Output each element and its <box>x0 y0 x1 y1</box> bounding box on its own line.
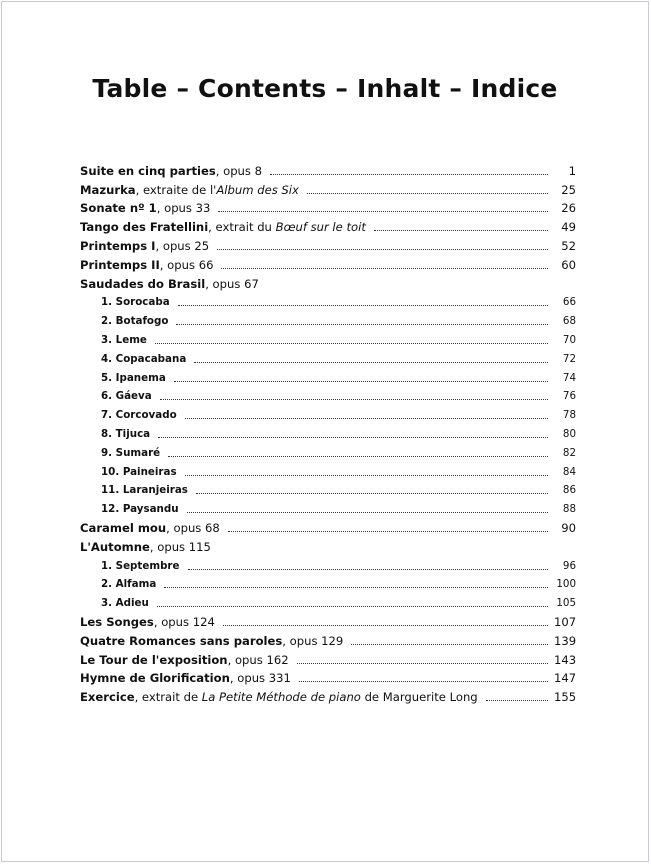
page-number: 100 <box>556 578 576 591</box>
title-segment: , opus 115 <box>149 539 211 554</box>
title-segment: 11. Laranjeiras <box>101 484 188 497</box>
title-segment: La Petite Méthode de piano <box>201 690 361 705</box>
toc-entry <box>80 648 576 667</box>
title-segment: 7. Corcovado <box>101 409 177 422</box>
page-number: 60 <box>561 257 576 272</box>
toc-entry-title <box>80 164 262 178</box>
page-number: 70 <box>562 333 576 346</box>
toc-entry <box>80 629 576 648</box>
page-number: 147 <box>554 671 577 686</box>
page-number: 80 <box>562 427 576 440</box>
title-segment: , opus 124 <box>153 614 215 629</box>
toc-entry-title <box>80 615 215 629</box>
toc-entry <box>80 253 576 272</box>
toc-subentry <box>80 554 576 573</box>
page-number: 52 <box>561 238 576 253</box>
toc-entry-title <box>80 671 291 685</box>
dot-leader <box>158 437 548 438</box>
page-title: Table – Contents – Inhalt – Indice <box>92 74 558 103</box>
toc-entry-title <box>80 220 366 234</box>
title-segment: 4. Copacabana <box>101 352 187 365</box>
toc-entry-title <box>101 502 179 516</box>
toc-entry-title <box>80 201 210 215</box>
title-segment: Printemps II <box>80 257 160 272</box>
title-segment: 3. Leme <box>101 333 147 346</box>
dot-leader <box>187 512 548 513</box>
title-segment: 3. Adieu <box>101 597 149 610</box>
title-segment: Suite en cinq parties <box>80 163 216 178</box>
title-segment: 5. Ipanema <box>101 371 166 384</box>
title-segment: Album des Six <box>216 182 299 197</box>
title-segment: , opus 8 <box>215 163 263 178</box>
page-number: 139 <box>554 633 577 648</box>
toc-entry <box>80 234 576 253</box>
toc-entry-title <box>101 577 156 591</box>
page-number: 155 <box>554 690 577 705</box>
toc-subentry <box>80 422 576 441</box>
toc-entry <box>80 685 576 704</box>
toc-subentry <box>80 385 576 404</box>
dot-leader <box>185 475 548 476</box>
page-number: 49 <box>561 220 576 235</box>
title-segment: 8. Tijuca <box>101 427 151 440</box>
title-segment: , opus 25 <box>155 238 210 253</box>
title-segment: , opus 68 <box>166 520 220 535</box>
title-segment: , extraite de l' <box>135 182 217 197</box>
dot-leader <box>221 268 548 269</box>
title-segment: Le Tour de l'exposition <box>80 652 228 667</box>
title-segment: de Marguerite Long <box>360 690 478 705</box>
title-segment: Saudades do Brasil <box>80 276 206 291</box>
title-segment: Quatre Romances sans paroles <box>80 633 283 648</box>
table-of-contents <box>80 159 576 704</box>
toc-subentry <box>80 441 576 460</box>
dot-leader <box>217 249 548 250</box>
title-segment: , opus 331 <box>229 671 291 686</box>
title-segment: , extrait du <box>208 220 276 235</box>
dot-leader <box>218 211 548 212</box>
toc-entry <box>80 159 576 178</box>
dot-leader <box>157 606 548 607</box>
dot-leader <box>185 418 548 419</box>
dot-leader <box>155 343 548 344</box>
dot-leader <box>176 324 548 325</box>
toc-entry-title <box>101 596 149 610</box>
toc-entry-title <box>80 258 213 272</box>
toc-entry-title <box>101 483 188 497</box>
toc-section-heading <box>80 535 576 554</box>
toc-entry-title <box>80 239 209 253</box>
page-number: 105 <box>556 597 576 610</box>
title-segment: Hymne de Glorification <box>80 671 230 686</box>
page-number: 76 <box>562 390 576 403</box>
dot-leader <box>194 362 548 363</box>
title-segment: , opus 162 <box>227 652 289 667</box>
title-segment: Exercice <box>80 690 135 705</box>
toc-subentry <box>80 573 576 592</box>
toc-entry-title <box>80 183 299 197</box>
title-segment: , opus 66 <box>159 257 214 272</box>
toc-entry <box>80 215 576 234</box>
title-segment: , opus 33 <box>156 201 211 216</box>
title-segment: , extrait de <box>134 690 202 705</box>
toc-entry <box>80 178 576 197</box>
title-segment: Sonate nº 1 <box>80 201 157 216</box>
title-segment: 1. Septembre <box>101 559 180 572</box>
toc-entry-title <box>101 559 180 573</box>
dot-leader <box>228 531 548 532</box>
page-number: 25 <box>561 182 576 197</box>
toc-entry-title <box>101 333 147 347</box>
toc-entry-title <box>101 371 166 385</box>
toc-subentry <box>80 497 576 516</box>
dot-leader <box>223 625 548 626</box>
page-number: 86 <box>562 484 576 497</box>
page-number: 90 <box>561 520 576 535</box>
toc-entry-title <box>101 427 150 441</box>
toc-subentry <box>80 460 576 479</box>
toc-entry <box>80 197 576 216</box>
page-number: 68 <box>562 315 576 328</box>
title-segment: 2. Botafogo <box>101 315 169 328</box>
page-number: 143 <box>554 652 577 667</box>
dot-leader <box>270 174 548 175</box>
page-number: 88 <box>562 503 576 516</box>
toc-entry-title <box>101 314 168 328</box>
title-segment: Tango des Fratellini <box>80 220 209 235</box>
dot-leader <box>160 399 548 400</box>
page-number: 84 <box>562 465 576 478</box>
toc-subentry <box>80 309 576 328</box>
dot-leader <box>297 663 548 664</box>
page-number: 74 <box>562 371 576 384</box>
title-segment: Les Songes <box>80 614 154 629</box>
toc-entry-title <box>101 446 160 460</box>
page-number: 66 <box>562 296 576 309</box>
toc-subentry <box>80 479 576 498</box>
title-segment: Mazurka <box>80 182 136 197</box>
title-segment: 2. Alfama <box>101 578 157 591</box>
dot-leader <box>307 193 548 194</box>
page-number: 107 <box>554 614 577 629</box>
page-number: 78 <box>562 409 576 422</box>
title-segment: 12. Paysandu <box>101 503 179 516</box>
dot-leader <box>164 587 548 588</box>
toc-entry-title <box>80 634 343 648</box>
toc-entry-title <box>80 540 211 554</box>
dot-leader <box>374 230 548 231</box>
dot-leader <box>196 493 548 494</box>
toc-entry <box>80 516 576 535</box>
title-segment: Printemps I <box>80 238 156 253</box>
toc-entry <box>80 667 576 686</box>
toc-entry-title <box>80 653 289 667</box>
toc-entry-title <box>101 295 170 309</box>
toc-entry-title <box>80 690 478 704</box>
toc-entry <box>80 610 576 629</box>
page-number: 96 <box>562 559 576 572</box>
dot-leader <box>188 569 549 570</box>
toc-subentry <box>80 366 576 385</box>
title-segment: 1. Sorocaba <box>101 296 170 309</box>
toc-entry-title <box>101 389 152 403</box>
toc-entry-title <box>101 352 186 366</box>
page-number: 26 <box>561 201 576 216</box>
page-number: 1 <box>568 163 576 178</box>
dot-leader <box>351 644 548 645</box>
toc-subentry <box>80 291 576 310</box>
title-segment: 10. Paineiras <box>101 465 177 478</box>
toc-subentry <box>80 347 576 366</box>
toc-entry-title <box>101 408 177 422</box>
dot-leader <box>174 381 548 382</box>
title-segment: , opus 129 <box>282 633 344 648</box>
toc-subentry <box>80 328 576 347</box>
title-segment: 6. Gáeva <box>101 390 152 403</box>
toc-entry-title <box>80 521 220 535</box>
dot-leader <box>486 700 548 701</box>
title-segment: 9. Sumaré <box>101 446 161 459</box>
toc-subentry <box>80 591 576 610</box>
toc-entry-title <box>80 277 259 291</box>
title-segment: , opus 67 <box>205 276 259 291</box>
dot-leader <box>299 681 548 682</box>
dot-leader <box>168 456 548 457</box>
page-number: 82 <box>562 446 576 459</box>
toc-subentry <box>80 403 576 422</box>
title-segment: Caramel mou <box>80 520 167 535</box>
document-page <box>1 1 649 862</box>
page-number: 72 <box>562 352 576 365</box>
toc-entry-title <box>101 465 177 479</box>
dot-leader <box>178 305 548 306</box>
title-segment: Bœuf sur le toit <box>275 220 366 235</box>
toc-section-heading <box>80 272 576 291</box>
title-segment: L'Automne <box>80 539 150 554</box>
